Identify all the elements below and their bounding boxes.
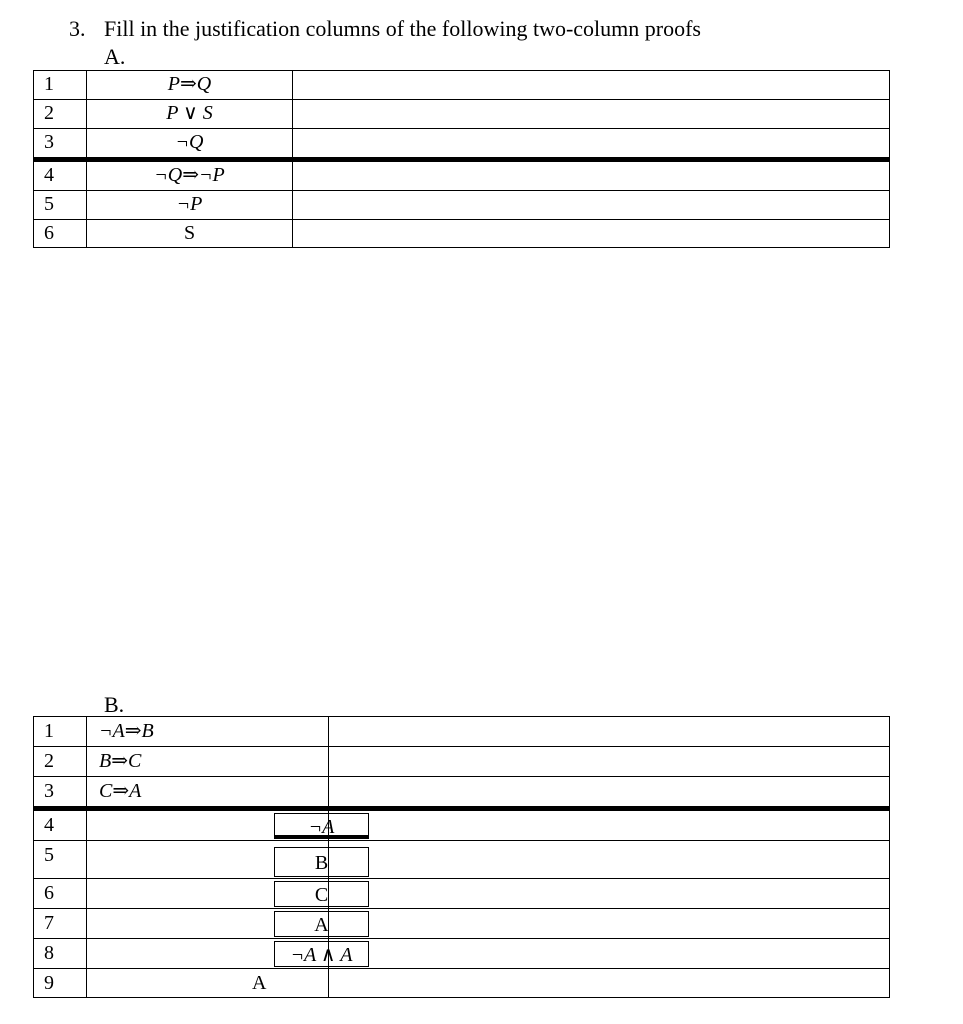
table-row [33,968,890,998]
statement: P ∨ S [87,100,293,128]
line-number: 3 [34,777,87,806]
proof-b-label: B. [104,692,125,717]
table-row [33,776,890,806]
line-number: 1 [34,717,87,746]
statement-cell [87,811,335,840]
line-number: 1 [34,71,87,99]
question-text: Fill in the justification columns of the following two-column proofs [104,16,701,41]
question-number: 3. [69,16,86,41]
justification-cell[interactable] [329,969,889,997]
statement: ¬Q [87,129,293,157]
statement-cell [87,969,329,997]
statement-cell [87,909,329,938]
table-row [33,878,890,908]
table-row [33,806,890,840]
justification-cell[interactable] [329,777,889,806]
justification-cell[interactable] [329,717,889,746]
line-number: 3 [34,129,87,157]
proof-a-table [33,70,890,248]
justification-cell[interactable] [329,841,889,878]
table-row [33,908,890,938]
line-number: 8 [34,939,87,968]
line-number: 2 [34,747,87,776]
proof-a-label: A. [104,44,126,69]
statement: S [87,220,293,247]
table-row [33,219,890,248]
statement-cell [87,841,329,878]
line-number: 6 [34,879,87,908]
table-row [33,99,890,128]
subproof-statement: ¬A ∧ A [274,941,369,967]
statement: A [252,972,267,994]
statement: ¬P [87,191,293,219]
table-row [33,716,890,746]
table-row [33,840,890,878]
subproof-statement: B [274,847,369,877]
table-row [33,746,890,776]
statement: ¬A⇒B [87,717,329,746]
justification-cell[interactable] [293,220,889,247]
subproof-statement: C [274,881,369,907]
line-number: 7 [34,909,87,938]
statement-cell [87,879,329,908]
line-number: 6 [34,220,87,247]
justification-cell[interactable] [329,909,889,938]
subproof-assumption: ¬A [274,813,369,839]
line-number: 5 [34,841,87,878]
line-number: 4 [34,162,87,190]
line-number: 2 [34,100,87,128]
justification-cell[interactable] [293,100,889,128]
justification-cell[interactable] [293,71,889,99]
line-number: 5 [34,191,87,219]
justification-cell[interactable] [293,191,889,219]
statement-cell [87,939,353,968]
table-row [33,938,890,968]
justification-cell[interactable] [329,939,889,968]
proof-b-table [33,716,890,998]
table-row [33,128,890,157]
statement: P⇒Q [87,71,293,99]
subproof-statement: A [274,911,369,937]
statement: B⇒C [87,747,329,776]
statement: ¬Q⇒¬P [87,162,293,190]
justification-cell[interactable] [293,162,889,190]
table-row [33,190,890,219]
statement: C⇒A [87,777,329,806]
table-row [33,157,890,190]
justification-cell[interactable] [329,879,889,908]
justification-cell[interactable] [329,811,889,840]
question-heading [69,16,701,42]
table-row [33,70,890,99]
justification-cell[interactable] [329,747,889,776]
line-number: 9 [34,969,87,997]
line-number: 4 [34,811,87,840]
justification-cell[interactable] [293,129,889,157]
